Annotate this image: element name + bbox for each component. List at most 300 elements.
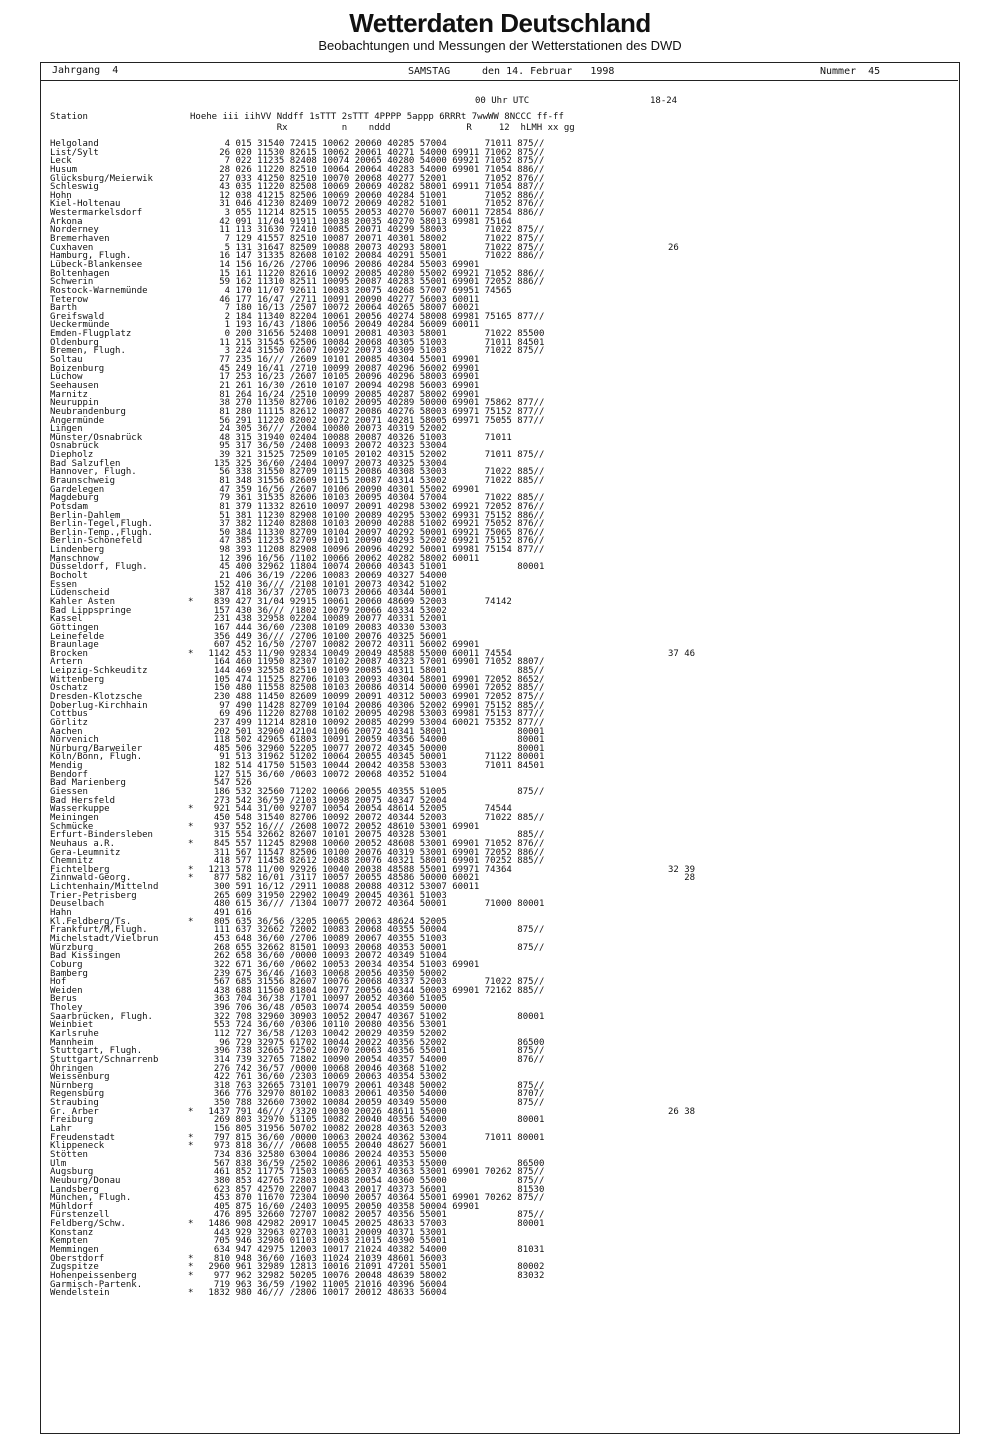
station-name: Artern [50,657,83,668]
station-measurements: 46 177 16/47 /2711 10091 20090 40277 56003 60011 [203,294,480,305]
station-name: Frankfurt/M,Flugh. [50,925,148,936]
station-measurements: 405 875 16/60 /2403 10095 20050 40358 50004 69901 [203,1201,480,1212]
station-measurements: 24 305 36/// /2004 10080 20073 40319 52002 [203,424,447,435]
station-name: Barth [50,303,78,314]
station-measurements: 350 788 32660 73002 10084 20059 40349 55000 875// [203,1098,545,1109]
station-name: Nörvenich [50,735,99,746]
station-measurements: 47 385 11235 82709 10101 20090 40293 52002 69921 75152 876// [203,536,545,547]
station-name: Hof [50,977,67,988]
station-name: Meiningen [50,812,99,823]
mountain-station-marker: * [188,838,194,849]
station-name: Giessen [50,787,88,798]
station-name: Oschatz [50,683,88,694]
station-measurements: 315 554 32662 82607 10101 20075 40328 53001 885// [203,830,545,841]
station-name: Greifswald [50,311,105,322]
station-measurements: 273 542 36/59 /2103 10098 20075 40347 52004 [203,795,447,806]
station-measurements: 366 776 32970 80102 10083 20061 40350 54000 8707/ [203,1089,545,1100]
station-name: Bad Salzuflen [50,458,121,469]
station-name: Berlin-Temp.,Flugh. [50,527,153,538]
station-name: Wittenberg [50,674,105,685]
wind-peak-values: 26 38 [668,1106,696,1117]
station-measurements: 43 035 11220 82508 10069 20069 40282 58001 69911 71054 887// [203,182,545,193]
mountain-station-marker: * [188,1106,194,1117]
station-name: Wendelstein [50,1288,110,1299]
station-measurements: 491 616 [203,908,252,919]
station-name: Leck [50,156,72,167]
station-name: Emden-Flugplatz [50,329,132,340]
station-name: Hohenpeissenberg [50,1270,137,1281]
station-name: Seehausen [50,380,99,391]
station-name: Berlin-Dahlem [50,510,121,521]
station-measurements: 231 438 32958 02204 10089 20077 40331 52001 [203,614,447,625]
station-measurements: 1486 908 42982 20917 10045 20025 48633 57003 80001 [203,1219,545,1230]
station-measurements: 186 532 32560 71202 10066 20055 40355 51005 875// [203,787,545,798]
station-measurements: 91 513 31962 51202 10064 20055 40345 50001 71122 80001 [203,752,545,763]
station-measurements: 363 704 36/38 /1701 10097 20052 40360 51005 [203,994,447,1005]
station-name: Nürnberg [50,1080,94,1091]
station-measurements: 2960 961 32989 12813 10016 21091 47201 55001 80002 [203,1262,545,1273]
station-measurements: 1832 980 46/// /2806 10017 20012 48633 56004 [203,1288,447,1299]
station-name: Nürburg/Barweiler [50,743,143,754]
station-name: Fürstenzell [50,1210,110,1221]
station-measurements: 3 224 31550 72607 10092 20073 40309 51003 71022 875// [203,346,545,357]
station-measurements: 39 321 31525 72509 10105 20102 40315 52002 71011 875// [203,450,545,461]
station-name: Stuttgart/Schnarrenb [50,1054,159,1065]
code-column-subheadings: Rx n nddd R 12 hLMH xx gg [190,123,575,133]
station-name: Wasserkuppe [50,804,110,815]
station-measurements: 567 685 31556 82607 10076 20068 40337 52003 71022 875// [203,977,545,988]
station-name: Neuburg/Donau [50,1175,121,1186]
station-name: Gardelegen [50,484,105,495]
station-name: Oberstdorf [50,1253,105,1264]
wind-peak-values: 32 39 [668,864,696,875]
station-measurements: 810 948 36/60 /1603 11024 21039 48601 56003 [203,1253,447,1264]
station-name: Lingen [50,424,83,435]
station-name: Weiden [50,985,83,996]
station-measurements: 111 637 32662 72002 10083 20068 40355 50004 875// [203,925,545,936]
station-name: Potsdam [50,501,88,512]
station-measurements: 98 393 11208 82908 10096 20096 40292 50001 69981 75154 877// [203,545,545,556]
station-measurements: 634 947 42975 12003 10017 21024 40382 54000 81031 [203,1245,545,1255]
station-name: Marnitz [50,389,88,400]
station-measurements: 453 648 36/60 /2706 10089 20067 40355 51003 [203,933,447,944]
station-name: Münster/Osnabrück [50,432,143,443]
station-measurements: 1142 453 11/90 92834 10049 20049 48588 55000 60011 74554 [203,648,512,659]
station-measurements: 112 727 36/58 /1203 10042 20029 40359 52002 [203,1028,447,1039]
station-measurements: 105 474 11525 82706 10103 20093 40304 58001 69901 72052 8652/ [203,674,545,685]
station-name: Cottbus [50,709,88,720]
station-column-heading: Station [50,112,88,122]
station-name: Bremerhaven [50,234,110,245]
station-measurements: 553 724 36/60 /0306 10110 20080 40356 53001 [203,1020,447,1031]
station-measurements: 396 706 36/48 /0503 10074 20054 40359 50000 [203,1003,447,1014]
station-measurements: 97 490 11428 82709 10104 20086 40306 52002 69901 75152 885// [203,700,545,711]
station-name: Gera-Leumnitz [50,847,121,858]
station-measurements: 387 418 36/37 /2705 10073 20066 40344 50001 [203,588,447,599]
station-measurements: 37 382 11240 82808 10103 20090 40288 51002 69921 75052 876// [203,519,545,530]
station-measurements: 268 655 32662 81501 10093 20068 40353 50001 875// [203,942,545,953]
station-measurements: 47 359 16/56 /2607 10106 20090 40301 55002 69901 [203,484,480,495]
station-name: Teterow [50,294,88,305]
station-measurements: 485 506 32960 52205 10077 20072 40345 50000 80001 [203,743,545,754]
station-measurements: 977 962 32982 50205 10076 20048 48639 58002 83032 [203,1270,545,1281]
station-measurements: 127 515 36/60 /0603 10072 20068 40352 51004 [203,769,447,780]
station-name: Diepholz [50,450,94,461]
station-name: Neubrandenburg [50,406,126,417]
station-name: Bad Kissingen [50,951,121,962]
station-name: Essen [50,579,78,590]
station-measurements: 79 361 31535 82606 10103 20095 40304 57004 71022 885// [203,493,545,504]
station-measurements: 5 131 31647 82509 10088 20073 40293 58001 71022 875// [203,242,545,253]
station-name: Arkona [50,216,83,227]
station-measurements: 157 430 36/// /1802 10079 20066 40334 53002 [203,605,447,616]
station-name: Hannover, Flugh. [50,467,137,478]
station-measurements: 239 675 36/46 /1603 10068 20056 40350 50002 [203,968,447,979]
mountain-station-marker: * [188,1253,194,1264]
station-name: Stuttgart, Flugh. [50,1046,143,1057]
issue-number-label: Nummer 45 [820,66,881,77]
station-name: Mühldorf [50,1201,94,1212]
station-name: Saarbrücken, Flugh. [50,1011,153,1022]
station-name: Gr. Arber [50,1106,99,1117]
station-measurements: 3 055 11214 82515 10055 20053 40270 56007 60011 72854 886// [203,208,545,219]
station-measurements: 12 396 16/56 /1102 10066 20062 40282 58002 60011 [203,553,480,564]
station-name: Regensburg [50,1089,105,1100]
weekday-label: SAMSTAG [408,66,451,77]
page-subtitle: Beobachtungen und Messungen der Wetterstationen des DWD [318,38,682,53]
station-measurements: 202 501 32960 42104 10106 20072 40341 58001 80001 [203,726,545,737]
station-measurements: 95 317 36/50 /2408 10093 20072 40323 53004 [203,441,447,452]
jahrgang-label: Jahrgang 4 [52,65,119,76]
station-measurements: 276 742 36/57 /0000 10068 20046 40368 51002 [203,1063,447,1074]
station-name: Braunlage [50,640,99,651]
station-name: Weissenburg [50,1072,110,1083]
station-name: Aachen [50,726,83,737]
station-measurements: 118 502 42965 61803 10091 20059 40356 54000 80001 [203,735,545,746]
station-name: Schleswig [50,182,99,193]
station-name: Augsburg [50,1167,94,1178]
station-measurements: 237 499 11214 82810 10092 20085 40299 53004 60021 75352 877// [203,717,545,728]
station-measurements: 705 946 32986 01103 10003 21015 40390 55001 [203,1236,447,1247]
mountain-station-marker: * [188,1262,194,1273]
station-measurements: 318 763 32665 73101 10079 20061 40348 50002 875// [203,1080,545,1091]
station-name: Garmisch-Partenk. [50,1279,143,1290]
station-measurements: 314 739 32765 71802 10090 20054 40357 54000 876// [203,1054,545,1065]
station-name: Michelstadt/Vielbrun [50,933,159,944]
station-name: Chemnitz [50,856,94,867]
station-name: Cuxhaven [50,242,94,253]
station-name: Magdeburg [50,493,99,504]
station-measurements: 28 026 11220 82510 10064 20064 40283 54000 69901 71054 886// [203,164,545,175]
station-name: Trier-Petrisberg [50,890,137,901]
station-measurements: 7 129 41557 82510 10087 20071 40301 58002 71022 875// [203,234,545,245]
station-measurements: 27 033 41250 82510 10070 20068 40277 52001 71052 876// [203,173,545,184]
station-name: Deuselbach [50,899,105,910]
station-measurements: 623 857 42570 22007 10043 20017 40373 56001 81530 [203,1184,545,1195]
station-name: Neuruppin [50,398,99,409]
station-name: Lüchow [50,372,83,383]
station-measurements: 734 836 32580 63004 10086 20024 40353 55000 [203,1149,447,1160]
station-measurements: 7 022 11235 82408 10074 20065 40280 54000 69921 71052 875// [203,156,545,167]
station-measurements: 1 193 16/43 /1806 10056 20049 40284 56009 60011 [203,320,480,331]
station-name: Bendorf [50,769,88,780]
station-measurements: 144 469 32558 82510 10109 20085 40311 58001 885// [203,666,545,677]
station-name: Freudenstadt [50,1132,116,1143]
station-measurements: 396 738 32665 72502 10070 20063 40356 55001 875// [203,1046,545,1057]
station-measurements: 262 658 36/60 /0000 10093 20072 40349 51004 [203,951,447,962]
station-name: Glücksburg/Meierwik [50,173,153,184]
station-measurements: 69 496 11220 82708 10102 20095 40298 53003 69981 75153 877// [203,709,545,720]
station-name: Angermünde [50,415,105,426]
station-name: Erfurt-Bindersleben [50,830,153,841]
station-measurements: 839 427 31/04 92915 10061 20060 48609 52003 74142 [203,596,512,607]
station-measurements: 21 261 16/30 /2610 10107 20094 40298 56003 69901 [203,380,480,391]
station-name: Oldenburg [50,337,99,348]
station-measurements: 31 046 41230 82409 10072 20069 40282 51001 71052 876// [203,199,545,210]
station-name: Osnabrück [50,441,99,452]
station-name: Mendig [50,761,83,772]
station-measurements: 547 526 [203,778,252,789]
page-title: Wetterdaten Deutschland [349,8,651,38]
station-measurements: 50 384 11330 82709 10104 20097 40292 50001 69921 75065 876// [203,527,545,538]
mountain-station-marker: * [188,648,194,659]
station-measurements: 156 805 31956 50702 10082 20028 40363 52003 [203,1124,447,1135]
mountain-station-marker: * [188,596,194,607]
mountain-station-marker: * [188,1219,194,1230]
station-measurements: 182 514 41750 51503 10044 20042 40358 53003 71011 84501 [203,761,545,772]
station-measurements: 4 015 31540 72415 10062 20060 40285 57004 71011 875// [203,139,545,149]
station-measurements: 607 452 16/50 /2707 10082 20072 40311 56002 69901 [203,640,480,651]
station-name: Lichtenhain/Mittelnd [50,882,159,893]
station-name: Schwerin [50,277,94,288]
station-measurements: 921 544 31/00 92707 10054 20054 48614 52005 74544 [203,804,512,815]
station-name: Berlin-Schönefeld [50,536,143,547]
mountain-station-marker: * [188,1288,194,1299]
time-heading: 00 Uhr UTC [475,96,530,106]
station-name: Lahr [50,1124,72,1135]
station-measurements: 322 671 36/60 /0602 10053 20034 40354 51003 69901 [203,959,480,970]
station-measurements: 877 582 16/01 /3117 10057 20055 48586 50000 60021 [203,873,480,884]
station-name: Lübeck-Blankensee [50,259,143,270]
mountain-station-marker: * [188,864,194,875]
station-measurements: 7 180 16/13 /2507 10072 20064 40265 58007 60021 [203,303,480,314]
station-measurements: 265 609 31950 22902 10049 20045 40361 51003 [203,890,447,901]
station-name: Helgoland [50,139,99,149]
station-measurements: 26 020 11530 82615 10062 20061 40271 54000 69911 71062 875// [203,147,545,158]
station-measurements: 797 815 36/60 /0000 10063 20024 40362 53004 71011 80001 [203,1132,545,1143]
station-name: Bad Lippspringe [50,605,132,616]
station-measurements: 11 215 31545 62506 10084 20068 40305 51003 71011 84501 [203,337,545,348]
station-name: Hohn [50,190,72,201]
station-name: Freiburg [50,1115,94,1126]
station-measurements: 96 729 32975 61702 10044 20022 40356 52002 86500 [203,1037,545,1048]
station-measurements: 152 410 36/// /2108 10101 20073 40342 51002 [203,579,447,590]
station-name: Berus [50,994,78,1005]
station-measurements: 418 577 11458 82612 10088 20076 40321 58001 69901 70252 885// [203,856,545,867]
wind-peak-values: 26 [668,242,679,253]
station-name: List/Sylt [50,147,99,158]
station-measurements: 81 379 11332 82610 10097 20091 40298 53002 69921 72052 876// [203,501,545,512]
station-name: Boltenhagen [50,268,110,279]
station-measurements: 81 348 31556 82609 10115 20087 40314 53002 71022 885// [203,475,545,486]
station-measurements: 81 280 11115 82612 10087 20086 40276 58003 69971 75152 877// [203,406,545,417]
mountain-station-marker: * [188,916,194,927]
station-measurements: 150 480 11558 82508 10103 20086 40314 50000 69901 72052 885// [203,683,545,694]
station-name: Neuhaus a.R. [50,838,116,849]
station-name: Öhringen [50,1063,94,1074]
station-name: Schmücke [50,821,94,832]
station-measurements: 16 147 31335 82608 10102 20084 40291 55001 71022 886// [203,251,545,262]
station-measurements: 480 615 36/// /1304 10077 20072 40364 50001 71000 80001 [203,899,545,910]
station-name: Hahn [50,908,72,919]
station-name: Straubing [50,1098,99,1109]
station-name: Rostock-Warnemünde [50,285,148,296]
station-name: Düsseldorf, Flugh. [50,562,148,573]
mountain-station-marker: * [188,821,194,832]
station-name: Tholey [50,1003,83,1014]
station-name: Doberlug-Kirchhain [50,700,148,711]
station-measurements: 59 162 11310 82511 10095 20087 40283 55001 69901 72052 886// [203,277,545,288]
station-name: Würzburg [50,942,94,953]
mountain-station-marker: * [188,804,194,815]
station-measurements: 476 895 32660 72707 10082 20057 40356 55001 875// [203,1210,545,1221]
station-name: Klippeneck [50,1141,105,1152]
station-measurements: 135 325 36/60 /2404 10097 20073 40325 53004 [203,458,447,469]
station-name: Fichtelberg [50,864,110,875]
station-measurements: 422 761 36/60 /2303 10069 20063 40354 53002 [203,1072,447,1083]
station-measurements: 453 870 11670 72304 10090 20057 40364 55001 69901 70262 875// [203,1193,545,1204]
station-name: Ulm [50,1158,67,1169]
station-measurements: 45 400 32962 11804 10074 20060 40343 51001 80001 [203,562,545,573]
station-measurements: 438 688 11560 81804 10077 20056 40344 50003 69901 72162 885// [203,985,545,996]
station-name: Zugspitze [50,1262,99,1273]
wind-peak-values: 37 46 [668,648,696,659]
station-name: Köln/Bonn, Flugh. [50,752,143,763]
station-measurements: 450 548 31540 82706 10092 20072 40344 52003 71022 885// [203,812,545,823]
station-name: Brocken [50,648,88,659]
station-measurements: 48 315 31940 02404 10088 20087 40326 51003 71011 [203,432,512,443]
station-name: Lindenberg [50,545,105,556]
station-measurements: 719 963 36/59 /1902 11005 21016 40396 56004 [203,1279,447,1290]
station-measurements: 21 406 36/19 /2206 10083 20069 40327 54000 [203,571,447,582]
station-measurements: 2 184 11340 82204 10061 20056 40274 58008 69981 75165 877// [203,311,545,322]
station-measurements: 38 270 11350 82706 10102 20095 40289 50000 69901 75862 877// [203,398,545,409]
station-name: Konstanz [50,1227,94,1238]
station-measurements: 15 161 11220 82616 10092 20085 40280 55002 69921 71052 886// [203,268,545,279]
date-label: den 14. Februar 1998 [482,66,615,77]
station-name: Memmingen [50,1245,99,1255]
station-name: Kassel [50,614,83,625]
station-measurements: 164 460 11950 82307 10102 20087 40323 57001 69901 71052 8807/ [203,657,545,668]
station-measurements: 42 091 11/04 91911 10038 20035 40270 58013 69981 75164 [203,216,512,227]
station-name: Boizenburg [50,363,105,374]
station-measurements: 311 567 11547 82506 10100 20076 40319 53001 69901 72052 886// [203,847,545,858]
station-measurements: 11 113 31630 72410 10085 20071 40299 58003 71022 875// [203,225,545,236]
station-name: Dresden-Klotzsche [50,692,143,702]
station-measurements: 45 249 16/41 /2710 10099 20087 40296 56002 69901 [203,363,480,374]
station-measurements: 12 038 41215 82506 10069 20060 40284 51001 71052 886// [203,190,545,201]
station-name: Bremen, Flugh. [50,346,126,357]
station-name: München, Flugh. [50,1193,132,1204]
station-measurements: 14 156 16/26 /2706 10096 20086 40284 55003 69901 [203,259,480,270]
station-name: Westermarkelsdorf [50,208,143,219]
station-name: Bamberg [50,968,88,979]
station-measurements: 805 635 36/56 /3205 10065 20063 48624 52005 [203,916,447,927]
station-measurements: 56 338 31550 82709 10115 20086 40308 53003 71022 885// [203,467,545,478]
station-measurements: 567 838 36/59 /2502 10086 20061 40353 55000 86500 [203,1158,545,1169]
station-measurements: 1213 578 11/00 92926 10040 20038 48588 55001 69971 74364 [203,864,512,875]
station-name: Mannheim [50,1037,94,1048]
station-name: Kempten [50,1236,88,1247]
station-name: Görlitz [50,717,88,728]
station-measurements: 81 264 16/24 /2510 10099 20085 40287 58002 69901 [203,389,480,400]
station-name: Zinnwald-Georg. [50,873,132,884]
station-name: Leinefelde [50,631,105,642]
station-name: Bad Marienberg [50,778,126,789]
station-measurements: 1437 791 46/// /3320 10030 20026 48611 55000 [203,1106,447,1117]
station-name: Braunschweig [50,475,116,486]
mountain-station-marker: * [188,873,194,884]
station-measurements: 356 449 36/// /2706 10100 20076 40325 56001 [203,631,447,642]
station-name: Manschnow [50,553,99,564]
station-measurements: 77 235 16/// /2609 10101 20085 40304 55001 69901 [203,355,480,366]
station-name: Soltau [50,355,83,366]
station-name: Lüdenscheid [50,588,110,599]
station-name: Bocholt [50,571,88,582]
time-range-heading: 18-24 [650,96,678,106]
station-measurements: 322 708 32960 30903 10052 20047 40367 51002 80001 [203,1011,545,1022]
station-name: Husum [50,164,78,175]
station-name: Feldberg/Schw. [50,1219,126,1230]
station-measurements: 17 253 16/23 /2607 10105 20096 40296 58003 69901 [203,372,480,383]
station-measurements: 937 552 16/// /2608 10072 20052 48610 53001 69901 [203,821,480,832]
station-name: Kiel-Holtenau [50,199,121,210]
station-name: Leipzig-Schkeuditz [50,666,148,677]
station-measurements: 4 170 11/07 92611 10083 20075 40268 57007 69951 74565 [203,285,512,296]
station-name: Landsberg [50,1184,99,1195]
station-name: Ueckermünde [50,320,110,331]
station-measurements: 443 929 32963 02703 10031 20009 40371 53001 [203,1227,447,1238]
station-name: Karlsruhe [50,1028,99,1039]
station-measurements: 300 591 16/12 /2911 10088 20088 40312 53007 60011 [203,882,480,893]
station-name: Kahler Asten [50,596,116,607]
station-name: Kl.Feldberg/Ts. [50,916,132,927]
station-name: Göttingen [50,622,99,633]
station-measurements: 269 803 32970 51105 10082 20040 40356 54000 80001 [203,1115,545,1126]
station-name: Weinbiet [50,1020,94,1031]
mountain-station-marker: * [188,1132,194,1143]
station-measurements: 380 853 42765 72803 10088 20054 40360 55000 875// [203,1175,545,1186]
station-measurements: 0 200 31656 52408 10091 20081 40303 58001 71022 85500 [203,329,545,340]
station-measurements: 56 291 11220 82002 10072 20071 40281 58005 69971 75055 877// [203,415,545,426]
code-column-headings: Hoehe iii iihVV Nddff 1sTTT 2sTTT 4PPPP 5appp 6RRRt 7wwWW 8NCCC ff-ff [190,112,564,122]
mountain-station-marker: * [188,1270,194,1281]
station-measurements: 51 381 11230 82908 10100 20089 40295 53002 69931 75152 886// [203,510,545,521]
wind-peak-values: 28 [668,873,696,884]
station-measurements: 845 557 11245 82908 10060 20052 48608 53001 69901 71052 876// [203,838,545,849]
station-name: Berlin-Tegel,Flugh. [50,519,153,530]
station-name: Coburg [50,959,83,970]
station-name: Bad Hersfeld [50,795,116,806]
station-measurements: 230 488 11450 82609 10099 20091 40312 50003 69901 72052 875// [203,692,545,702]
station-name: Stötten [50,1149,88,1160]
header-rule [40,80,958,81]
station-measurements: 973 818 36/// /0608 10055 20040 48627 56001 [203,1141,447,1152]
station-measurements: 461 852 11775 71503 10065 20037 40363 53001 69901 70262 875// [203,1167,545,1178]
station-name: Norderney [50,225,99,236]
station-measurements: 167 444 36/60 /2308 10109 20083 40330 53003 [203,622,447,633]
station-name: Hamburg, Flugh. [50,251,132,262]
